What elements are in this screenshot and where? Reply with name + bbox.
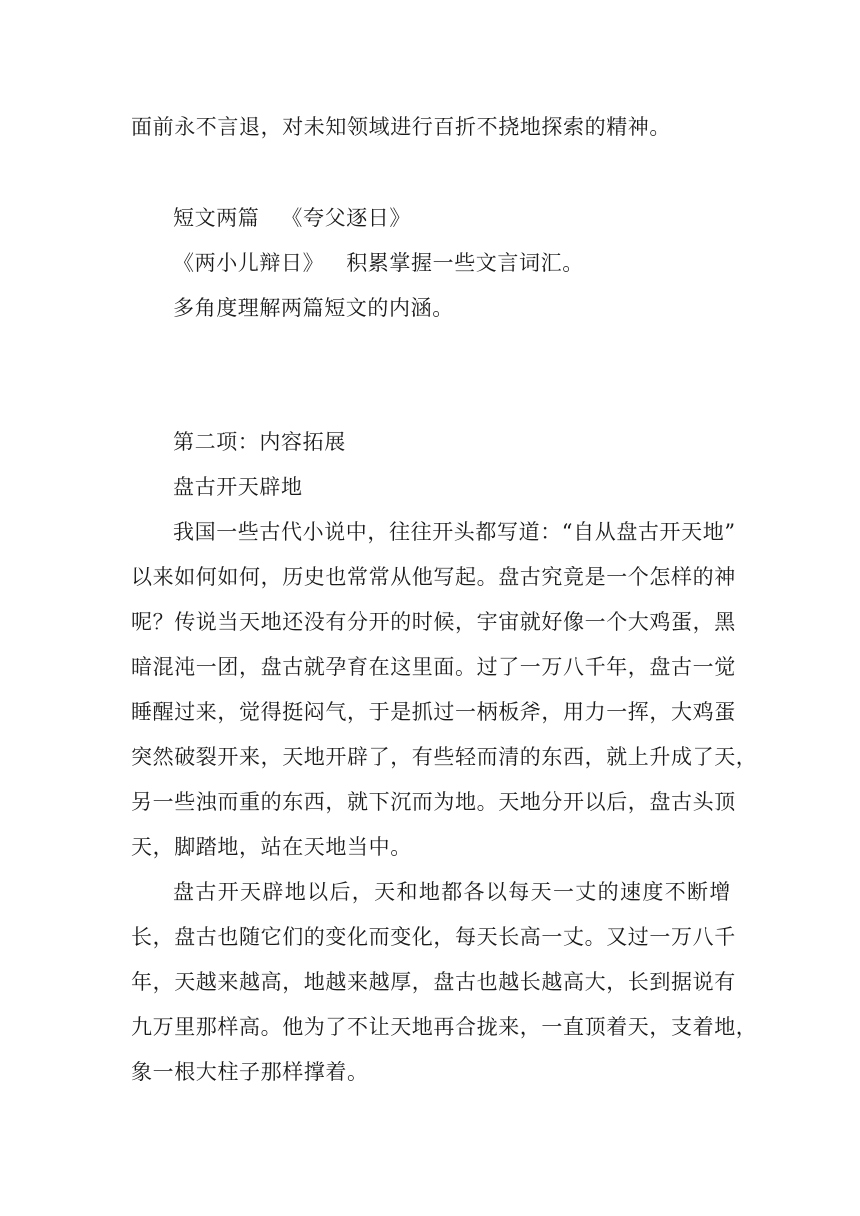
short-text-title-kuafu: 《夸父逐日》: [281, 206, 412, 230]
story-title: 盘古开天辟地: [173, 475, 303, 499]
paragraph-1-line: 另一些浊而重的东西，就下沉而为地。天地分开以后，盘古头顶: [131, 790, 736, 814]
short-texts-heading: 短文两篇: [173, 206, 260, 230]
section-two-heading: 第二项：内容拓展: [173, 430, 346, 454]
paragraph-2-line: 象一根大柱子那样撑着。: [131, 1060, 369, 1084]
paragraph-1-line: 我国一些古代小说中，往往开头都写道：“自从盘古开天地”: [173, 520, 736, 544]
intro-closing-line: 面前永不言退，对未知领域进行百折不挠地探索的精神。: [131, 115, 671, 139]
short-texts-goal-1: 积累掌握一些文言词汇。: [346, 251, 584, 275]
paragraph-1-line: 睡醒过来，觉得挺闷气，于是抓过一柄板斧，用力一挥，大鸡蛋: [131, 700, 736, 724]
paragraph-1-line: 突然破裂开来，天地开辟了，有些轻而清的东西，就上升成了天，: [131, 745, 758, 769]
short-texts-goal-2: 多角度理解两篇短文的内涵。: [173, 296, 454, 320]
paragraph-1-line: 暗混沌一团，盘古就孕育在这里面。过了一万八千年，盘古一觉: [131, 655, 736, 679]
paragraph-2-line: 长，盘古也随它们的变化而变化，每天长高一丈。又过一万八千: [131, 925, 736, 949]
short-texts-heading-line: [173, 203, 411, 233]
paragraph-1-line: 以来如何如何，历史也常常从他写起。盘古究竟是一个怎样的神: [131, 565, 736, 589]
paragraph-2-line: 九万里那样高。他为了不让天地再合拢来，一直顶着天，支着地，: [131, 1015, 758, 1039]
short-texts-goal-line: [173, 248, 584, 278]
paragraph-1-line: 呢？传说当天地还没有分开的时候，宇宙就好像一个大鸡蛋，黑: [131, 610, 736, 634]
paragraph-2-line: 盘古开天辟地以后，天和地都各以每天一丈的速度不断增: [173, 880, 731, 904]
paragraph-2-line: 年，天越来越高，地越来越厚，盘古也越长越高大，长到据说有: [131, 970, 736, 994]
paragraph-1-line: 天，脚踏地，站在天地当中。: [131, 835, 412, 859]
short-text-title-liangxiaoer: 《两小儿辩日》: [173, 251, 325, 275]
